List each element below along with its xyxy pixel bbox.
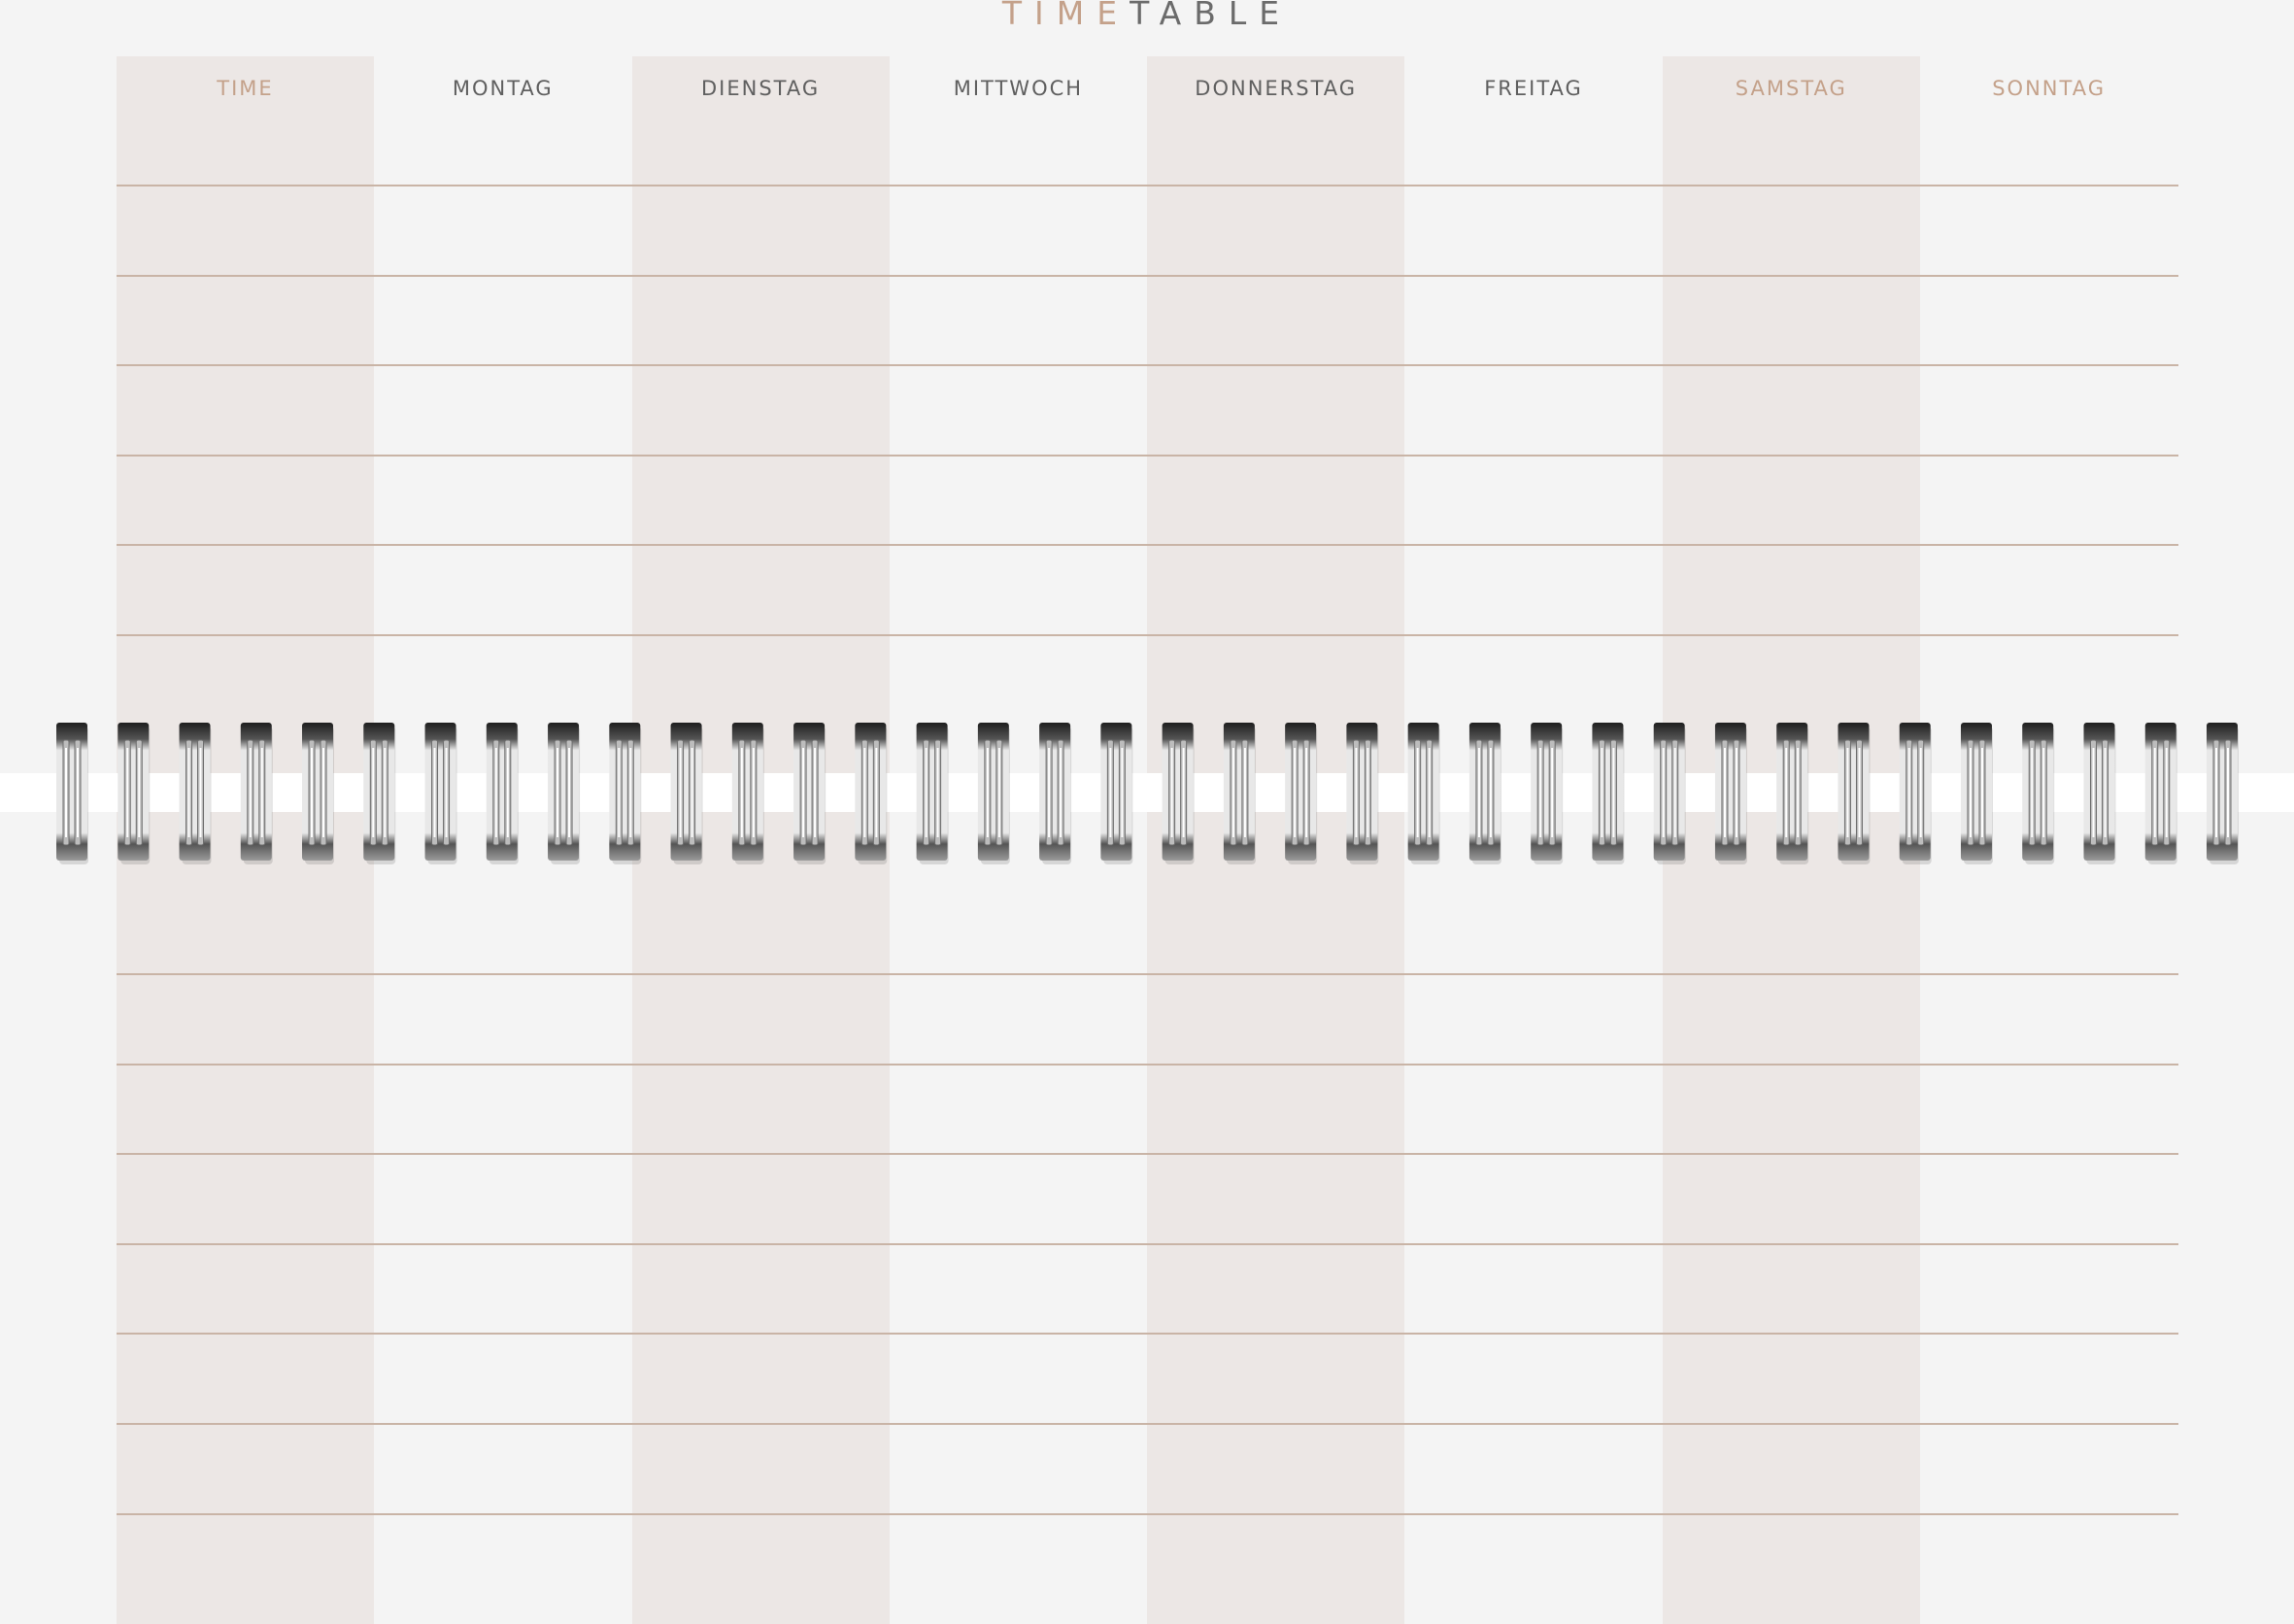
- ruled-line: [117, 1153, 2178, 1155]
- column-samstag: [1663, 56, 1920, 1624]
- column-header-donnerstag: DONNERSTAG: [1195, 77, 1358, 100]
- column-header-samstag: SAMSTAG: [1735, 77, 1847, 100]
- ruled-line: [117, 1243, 2178, 1245]
- ruled-line: [117, 634, 2178, 636]
- page-title: [0, 0, 2294, 31]
- column-sonntag: [1920, 56, 2177, 1624]
- binding-strip: [0, 773, 2294, 812]
- column-header-sonntag: SONNTAG: [1992, 77, 2106, 100]
- column-header-mittwoch: MITTWOCH: [953, 77, 1084, 100]
- ruled-line: [117, 275, 2178, 277]
- column-header-time: TIME: [217, 77, 274, 100]
- column-header-montag: MONTAG: [452, 77, 554, 100]
- ruled-line: [117, 185, 2178, 186]
- column-header-dienstag: DIENSTAG: [701, 77, 821, 100]
- ruled-line: [117, 544, 2178, 546]
- ruled-line: [117, 1333, 2178, 1335]
- column-freitag: [1405, 56, 1663, 1624]
- column-dienstag: [632, 56, 890, 1624]
- column-header-freitag: FREITAG: [1484, 77, 1583, 100]
- column-donnerstag: [1147, 56, 1404, 1624]
- ruled-line: [117, 364, 2178, 366]
- ruled-line: [117, 1064, 2178, 1066]
- ruled-line: [117, 455, 2178, 457]
- ruled-line: [117, 1513, 2178, 1515]
- column-montag: [374, 56, 631, 1624]
- ruled-line: [117, 973, 2178, 975]
- title-rest-text: TABLE: [1130, 0, 1293, 32]
- title-accent-text: TIME: [1001, 0, 1130, 32]
- column-mittwoch: [890, 56, 1147, 1624]
- column-time: [117, 56, 374, 1624]
- ruled-line: [117, 1423, 2178, 1425]
